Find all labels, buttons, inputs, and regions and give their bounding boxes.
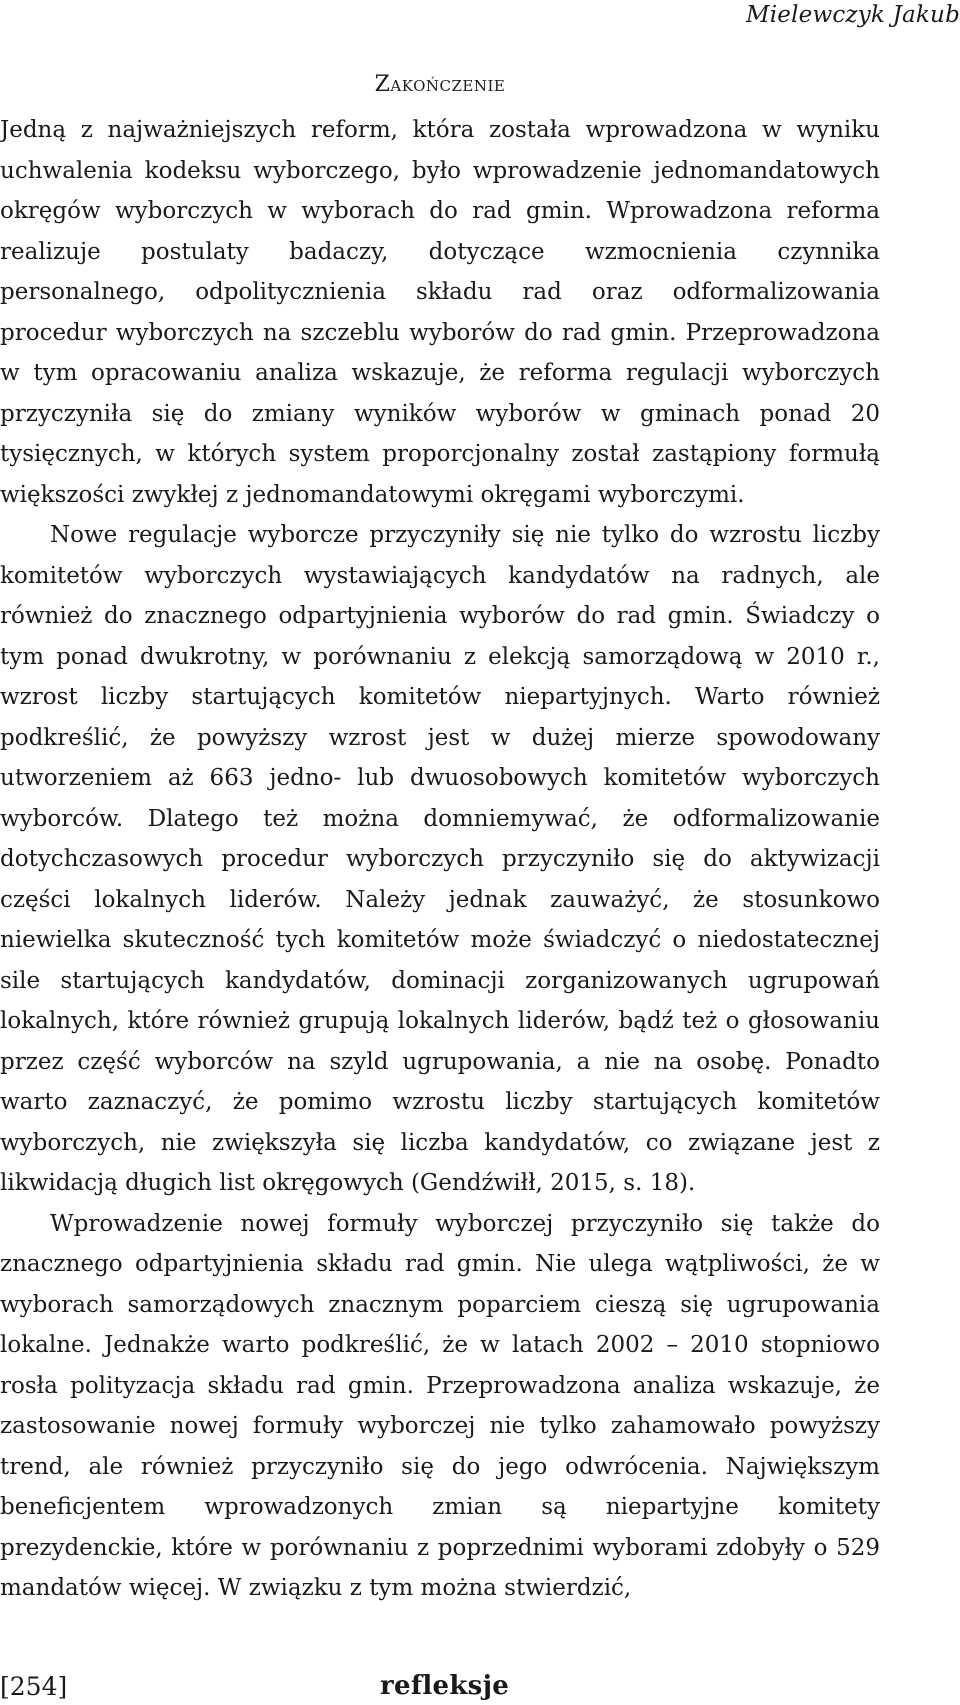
paragraph-2: Nowe regulacje wyborcze przyczyniły się nie tylko do wzrostu liczby komitetów wyborczych wystawiających kandydatów na radnych, ale również do znacznego odpartyjnienia wyborów do rad gmin. Świadczy o tym ponad dwukrotny, w porównaniu z elekcją samorządową w 2010 r., wzrost liczby startujących komitetów niepartyjnych. Warto również podkreślić, że powyższy wzrost jest w dużej mierze spowodowany utworzeniem aż 663 jedno- lub dwuosobowych komitetów wyborczych wyborców. Dlatego też można domniemywać, że odformalizowanie dotychczasowych procedur wyborczych przyczyniło się do aktywizacji części lokalnych liderów. Należy jednak zauważyć, że stosunkowo niewielka skuteczność tych komitetów może świadczyć o niedostatecznej sile startujących kandydatów, dominacji zorganizowanych ugrupowań lokalnych, które również grupują lokalnych liderów, bądź też o głosowaniu przez część wyborców na szyld ugrupowania, a nie na osobę. Ponadto warto zaznaczyć, że pomimo wzrostu liczby startujących komitetów wyborczych, nie zwiększyła się liczba kandydatów, co związane jest z likwidacją długich list okręgowych (Gendźwiłł, 2015, s. 18). <box>0 522 880 1196</box>
running-head-author: Mielewczyk Jakub <box>745 2 960 28</box>
section-title <box>0 72 880 97</box>
body-text <box>0 110 880 1609</box>
page-footer <box>0 1665 880 1705</box>
paragraph-1: Jedną z najważniejszych reform, która została wprowadzona w wyniku uchwalenia kodeksu wyborczego, było wprowadzenie jednomandatowych okręgów wyborczych w wyborach do rad gmin. Wprowadzona reforma realizuje postulaty badaczy, dotyczące wzmocnienia czynnika personalnego, odpolitycznienia składu rad oraz odformalizowania procedur wyborczych na szczeblu wyborów do rad gmin. Przeprowadzona w tym opracowaniu analiza wskazuje, że reforma regulacji wyborczych przyczyniła się do zmiany wyników wyborów w gminach ponad 20 tysięcznych, w których system proporcjonalny został zastąpiony formułą większości zwykłej z jednomandatowymi okręgami wyborczymi. <box>0 117 880 508</box>
paragraph-3: Wprowadzenie nowej formuły wyborczej przyczyniło się także do znacznego odpartyjnienia składu rad gmin. Nie ulega wątpliwości, że w wyborach samorządowych znacznym poparciem cieszą się ugrupowania lokalne. Jednakże warto podkreślić, że w latach 2002 – 2010 stopniowo rosła polityzacja składu rad gmin. Przeprowadzona analiza wskazuje, że zastosowanie nowej formuły wyborczej nie tylko zahamowało powyższy trend, ale również przyczyniło się do jego odwrócenia. Największym beneficjentem wprowadzonych zmian są niepartyjne komitety prezydenckie, które w porównaniu z poprzednimi wyborami zdobyły o 529 mandatów więcej. W związku z tym można stwierdzić, <box>0 1210 880 1601</box>
section-title-text: Zakończenie <box>374 72 506 97</box>
page-number: [254] <box>0 1672 68 1701</box>
journal-name: refleksje <box>380 1671 510 1701</box>
